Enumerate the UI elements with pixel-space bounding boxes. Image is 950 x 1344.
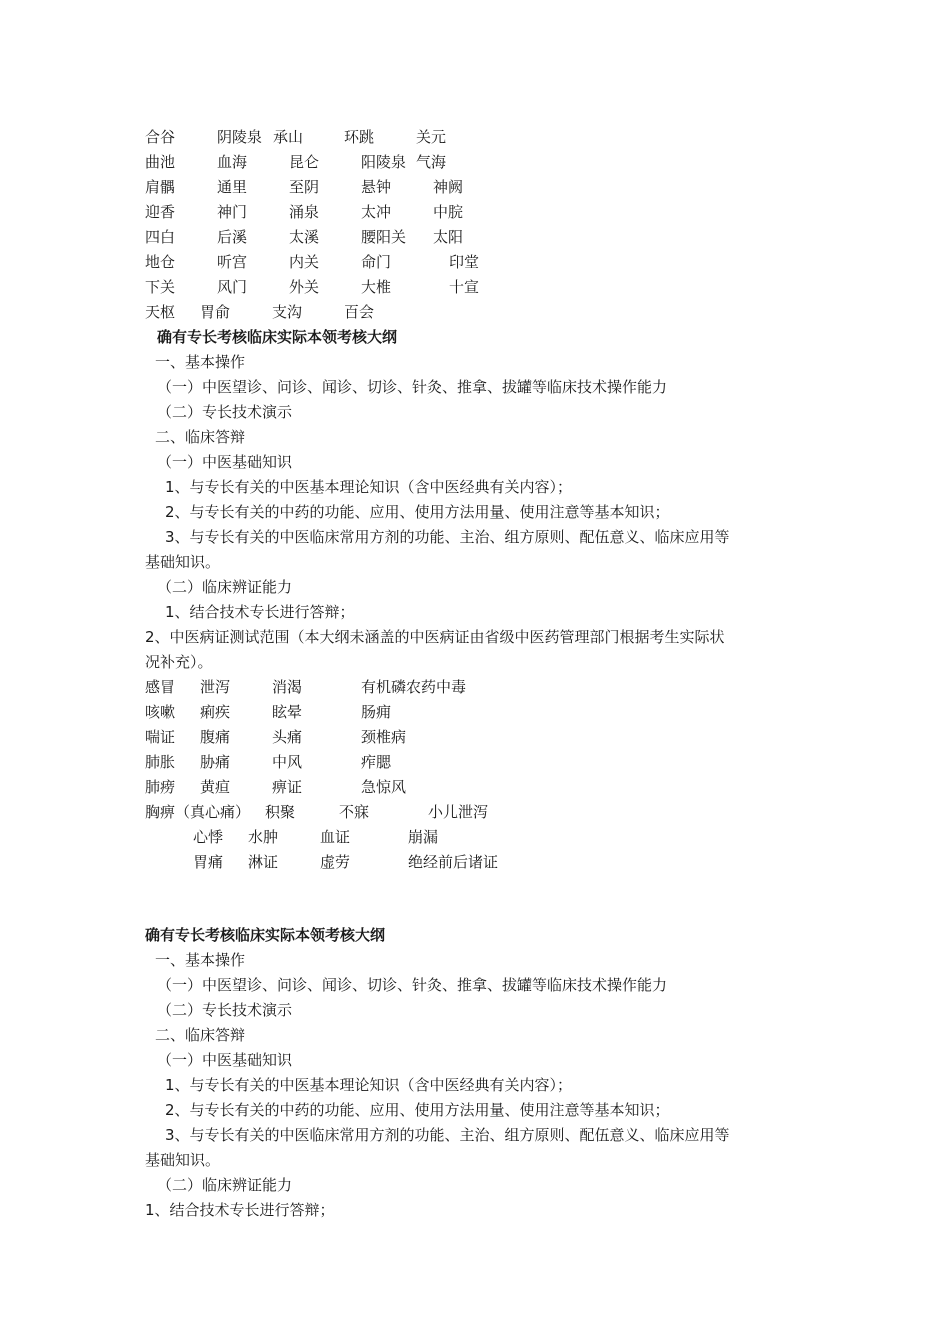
disease: 感冒 — [145, 678, 176, 696]
acupoint: 合谷 — [145, 128, 176, 146]
item-diagnosis-skills: （一）中医望诊、问诊、闻诊、切诊、针灸、推拿、拔罐等临床技术操作能力 — [157, 378, 668, 396]
acupoint: 曲池 — [145, 153, 176, 171]
disease: 肠痈 — [361, 703, 392, 721]
disease: 水肿 — [248, 828, 279, 846]
ability-item-1: 1、结合技术专长进行答辩； — [145, 1201, 335, 1219]
disease: 头痛 — [272, 728, 303, 746]
disease: 小儿泄泻 — [428, 803, 489, 821]
item-skill-demo: （二）专长技术演示 — [157, 403, 293, 421]
acupoint: 腰阳关 — [361, 228, 407, 246]
acupoint: 后溪 — [217, 228, 248, 246]
disease: 腹痛 — [200, 728, 231, 746]
disease: 心悸 — [193, 828, 224, 846]
acupoint: 肩髃 — [145, 178, 176, 196]
acupoint: 下关 — [145, 278, 176, 296]
disease: 不寐 — [339, 803, 370, 821]
item-syndrome-ability: （二）临床辨证能力 — [157, 578, 293, 596]
knowledge-item-1: 1、与专长有关的中医基本理论知识（含中医经典有关内容）； — [165, 478, 573, 496]
disease: 积聚 — [265, 803, 296, 821]
disease: 眩晕 — [272, 703, 303, 721]
acupoint: 支沟 — [272, 303, 303, 321]
acupoint: 气海 — [416, 153, 447, 171]
knowledge-item-1: 1、与专长有关的中医基本理论知识（含中医经典有关内容）； — [165, 1076, 573, 1094]
disease: 痄腮 — [361, 753, 392, 771]
heading-clinical-defense: 二、临床答辩 — [155, 1026, 246, 1044]
disease: 痹证 — [272, 778, 303, 796]
item-diagnosis-skills: （一）中医望诊、问诊、闻诊、切诊、针灸、推拿、拔罐等临床技术操作能力 — [157, 976, 668, 994]
acupoint: 太溪 — [289, 228, 320, 246]
acupoint: 中脘 — [433, 203, 464, 221]
acupoint: 地仓 — [145, 253, 176, 271]
item-basic-knowledge: （一）中医基础知识 — [157, 453, 293, 471]
disease: 黄疸 — [200, 778, 231, 796]
heading-basic-operation: 一、基本操作 — [155, 353, 246, 371]
heading-clinical-defense: 二、临床答辩 — [155, 428, 246, 446]
item-syndrome-ability: （二）临床辨证能力 — [157, 1176, 293, 1194]
acupoint: 悬钟 — [361, 178, 392, 196]
knowledge-item-2: 2、与专长有关的中药的功能、应用、使用方法用量、使用注意等基本知识； — [165, 503, 670, 521]
acupoint: 四白 — [145, 228, 176, 246]
disease: 胸痹（真心痛） — [145, 803, 251, 821]
acupoint: 环跳 — [344, 128, 375, 146]
acupoint: 命门 — [361, 253, 392, 271]
acupoint: 关元 — [416, 128, 447, 146]
disease: 急惊风 — [361, 778, 407, 796]
ability-item-2: 2、中医病证测试范围（本大纲未涵盖的中医病证由省级中医药管理部门根据考生实际状 — [145, 628, 725, 646]
disease: 喘证 — [145, 728, 176, 746]
ability-item-2-cont: 况补充）。 — [145, 653, 213, 671]
disease: 绝经前后诸证 — [408, 853, 499, 871]
acupoint: 昆仑 — [289, 153, 320, 171]
item-basic-knowledge: （一）中医基础知识 — [157, 1051, 293, 1069]
acupoint: 外关 — [289, 278, 320, 296]
acupoint: 内关 — [289, 253, 320, 271]
section-title: 确有专长考核临床实际本领考核大纲 — [145, 926, 386, 944]
acupoint: 胃俞 — [200, 303, 231, 321]
acupoint: 通里 — [217, 178, 248, 196]
item-skill-demo: （二）专长技术演示 — [157, 1001, 293, 1019]
disease: 淋证 — [248, 853, 279, 871]
acupoint: 天枢 — [145, 303, 176, 321]
disease: 泄泻 — [200, 678, 231, 696]
knowledge-item-3: 3、与专长有关的中医临床常用方剂的功能、主治、组方原则、配伍意义、临床应用等 — [165, 528, 730, 546]
knowledge-item-3-cont: 基础知识。 — [145, 1151, 221, 1169]
acupoint: 承山 — [273, 128, 304, 146]
acupoint: 迎香 — [145, 203, 176, 221]
acupoint: 印堂 — [449, 253, 480, 271]
disease: 虚劳 — [320, 853, 351, 871]
acupoint: 阳陵泉 — [361, 153, 407, 171]
acupoint: 涌泉 — [289, 203, 320, 221]
disease: 胃痛 — [193, 853, 224, 871]
disease: 血证 — [320, 828, 351, 846]
acupoint: 大椎 — [361, 278, 392, 296]
disease: 崩漏 — [408, 828, 439, 846]
disease: 咳嗽 — [145, 703, 176, 721]
acupoint: 太冲 — [361, 203, 392, 221]
disease: 中风 — [272, 753, 303, 771]
disease: 肺胀 — [145, 753, 176, 771]
disease: 胁痛 — [200, 753, 231, 771]
knowledge-item-3: 3、与专长有关的中医临床常用方剂的功能、主治、组方原则、配伍意义、临床应用等 — [165, 1126, 730, 1144]
acupoint: 太阳 — [433, 228, 464, 246]
heading-basic-operation: 一、基本操作 — [155, 951, 246, 969]
acupoint: 至阴 — [289, 178, 320, 196]
acupoint: 神阙 — [433, 178, 464, 196]
acupoint: 百会 — [344, 303, 375, 321]
acupoint: 十宣 — [449, 278, 480, 296]
acupoint: 血海 — [217, 153, 248, 171]
knowledge-item-2: 2、与专长有关的中药的功能、应用、使用方法用量、使用注意等基本知识； — [165, 1101, 670, 1119]
acupoint: 阴陵泉 — [217, 128, 263, 146]
disease: 颈椎病 — [361, 728, 407, 746]
acupoint: 风门 — [217, 278, 248, 296]
acupoint: 听宫 — [217, 253, 248, 271]
disease: 有机磷农药中毒 — [361, 678, 467, 696]
disease: 消渴 — [272, 678, 303, 696]
ability-item-1: 1、结合技术专长进行答辩； — [165, 603, 355, 621]
disease: 肺痨 — [145, 778, 176, 796]
acupoint: 神门 — [217, 203, 248, 221]
knowledge-item-3-cont: 基础知识。 — [145, 553, 221, 571]
disease: 痢疾 — [200, 703, 231, 721]
section-title: 确有专长考核临床实际本领考核大纲 — [157, 328, 398, 346]
